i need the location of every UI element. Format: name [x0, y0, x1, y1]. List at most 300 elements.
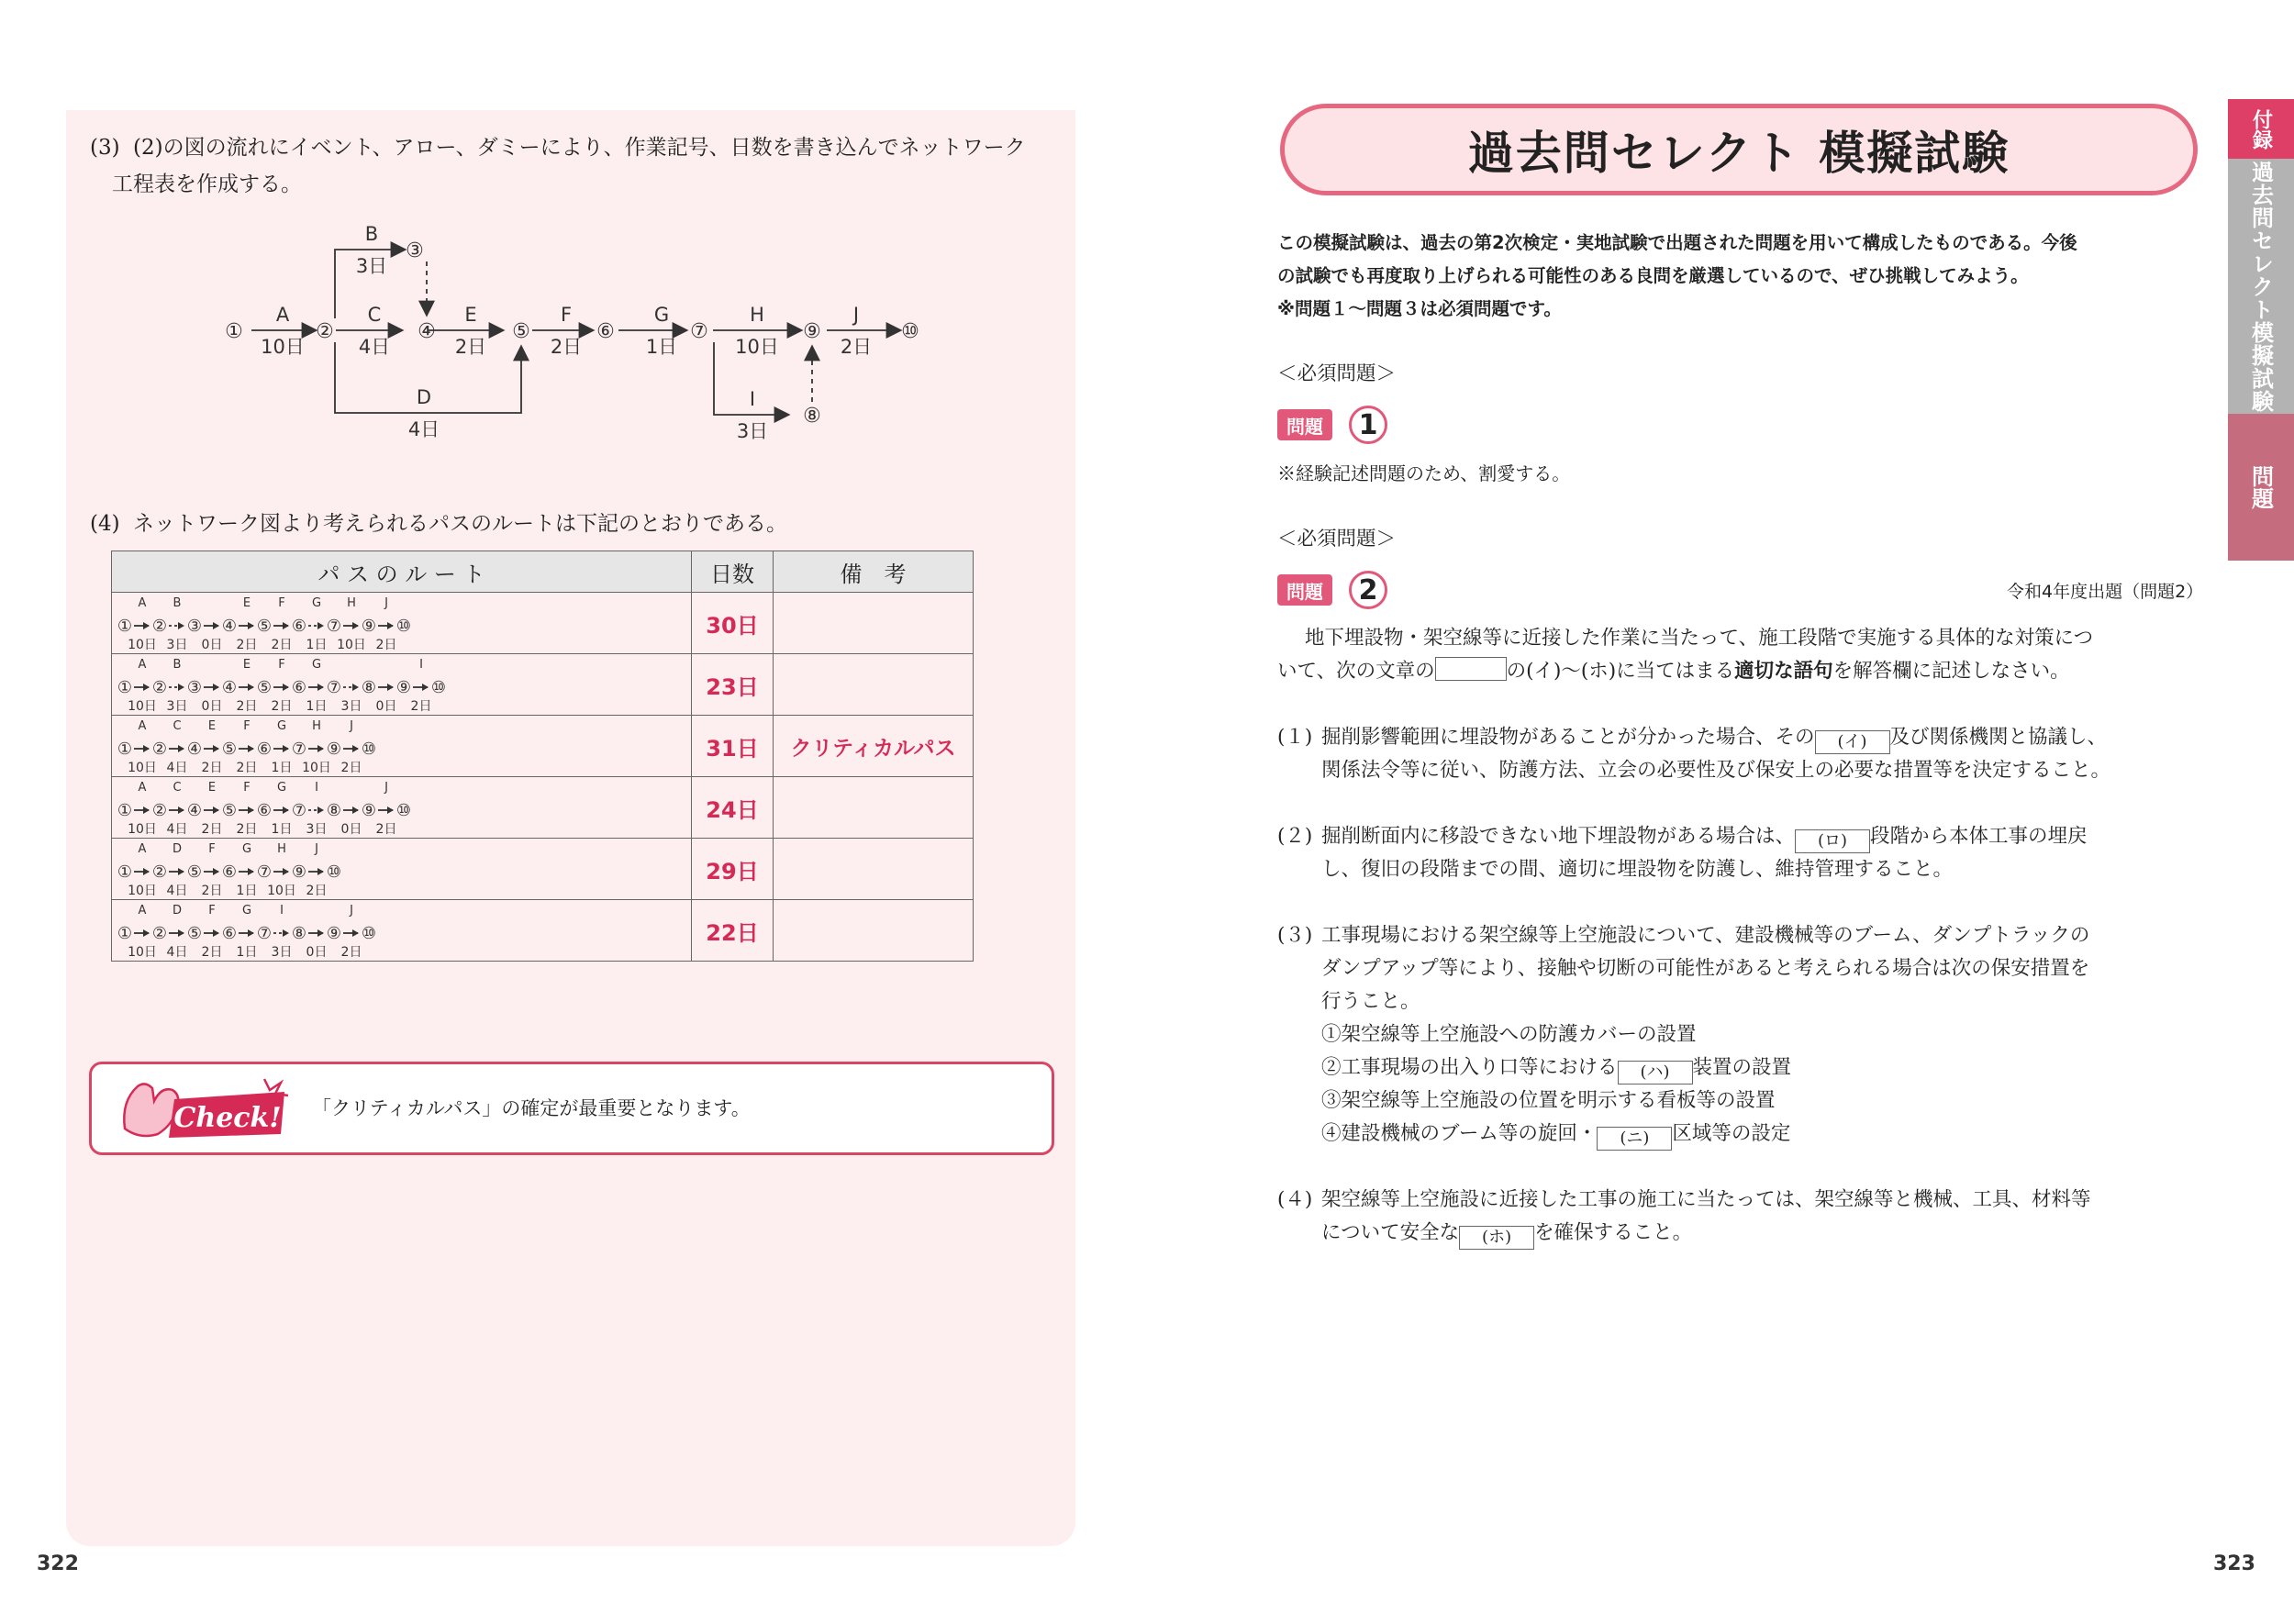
route-node: ③ — [186, 678, 203, 697]
route-node: ⑥ — [221, 924, 238, 943]
intro-line-1: この模擬試験は、過去の第2次検定・実地試験で出題された問題を用いて構成したものである。今後 — [1277, 232, 2077, 253]
activity-g-label: G — [653, 304, 670, 326]
lead-text-a: いて、次の文章の — [1277, 660, 1435, 683]
route-activity-label: J — [384, 781, 388, 795]
route-node: ② — [151, 740, 168, 759]
route-node: ⑩ — [430, 678, 447, 697]
route-node: ⑨ — [326, 924, 342, 943]
route-arrowhead — [143, 622, 150, 629]
route-cell — [112, 900, 692, 962]
activity-h-label: H — [750, 304, 764, 326]
route-activity-days: 2日 — [201, 822, 223, 837]
route-activity-label: F — [208, 842, 216, 856]
route-node: ⑦ — [326, 678, 342, 697]
intro-line-2: の試験でも再度取り上げられる可能性のある良問を厳選しているので、ぜひ挑戦してみよう。 — [1277, 265, 2029, 286]
note-cell — [774, 654, 974, 716]
item3-text-line1: (2)の図の流れにイベント、アロー、ダミーにより、作業記号、日数を書き込んでネットワーク — [133, 136, 1026, 160]
route-arrowhead — [352, 622, 359, 629]
route-activity-days: 10日 — [128, 945, 157, 960]
route-node: ① — [117, 740, 133, 759]
route-arrowhead — [283, 622, 289, 629]
route-arrowhead — [387, 622, 394, 629]
route-activity-label: B — [173, 596, 182, 610]
route-activity-label: J — [384, 596, 388, 610]
activity-c-label: C — [367, 304, 382, 326]
route-node: ⑥ — [291, 678, 307, 697]
activity-f-label: F — [560, 304, 573, 326]
route-graphic — [112, 840, 691, 898]
route-activity-label: G — [276, 719, 287, 733]
node-5: ⑤ — [512, 320, 530, 343]
route-activity-label: J — [315, 842, 318, 856]
activity-d-label: D — [416, 386, 432, 408]
route-activity-label: G — [311, 658, 322, 672]
route-activity-days: 10日 — [267, 884, 296, 898]
route-node: ⑤ — [221, 740, 238, 759]
route-activity-days: 3日 — [306, 822, 328, 837]
route-activity-label: J — [350, 904, 353, 918]
route-activity-days: 4日 — [166, 945, 188, 960]
q4-marker: (４) — [1277, 1188, 1313, 1211]
route-activity-days: 4日 — [166, 822, 188, 837]
route-activity-label: A — [138, 596, 147, 610]
pointing-hand-icon — [124, 1084, 178, 1136]
route-activity-days: 2日 — [306, 884, 328, 898]
route-activity-days: 2日 — [271, 638, 293, 652]
table-row — [112, 654, 974, 716]
route-node: ⑤ — [186, 862, 203, 882]
note-cell — [774, 777, 974, 839]
route-activity-days: 2日 — [201, 884, 223, 898]
node-9: ⑨ — [803, 320, 821, 343]
route-node: ⑥ — [291, 617, 307, 636]
route-node: ⑦ — [326, 617, 342, 636]
route-activity-days: 1日 — [271, 761, 293, 775]
route-cell — [112, 777, 692, 839]
activity-a-days: 10日 — [261, 336, 305, 358]
route-node: ⑨ — [291, 862, 307, 882]
route-arrowhead — [143, 745, 150, 752]
note-cell: クリティカルパス — [774, 716, 974, 777]
route-activity-days: 2日 — [340, 945, 362, 960]
route-graphic — [112, 594, 691, 652]
route-arrowhead — [178, 929, 184, 937]
route-node: ⑧ — [291, 924, 307, 943]
required-label-2: ＜必須問題＞ — [1277, 528, 1397, 551]
days-cell: 24日 — [692, 777, 774, 839]
route-node: ⑤ — [256, 678, 273, 697]
route-arrowhead — [213, 868, 219, 875]
q3-item-4 — [1321, 1118, 1790, 1151]
route-activity-label: A — [138, 842, 147, 856]
route-node: ⑥ — [256, 740, 273, 759]
route-arrowhead — [387, 684, 394, 691]
route-activity-label: H — [277, 842, 286, 856]
activity-j-label: J — [852, 304, 860, 326]
route-node: ⑦ — [256, 862, 273, 882]
q3-line-2: ダンプアップ等により、接触や切断の可能性があると考えられる場合は次の保安措置を — [1321, 957, 2090, 980]
route-arrowhead — [283, 929, 289, 937]
q4-line-2 — [1321, 1217, 1692, 1250]
q3-marker: (３) — [1277, 924, 1313, 947]
route-graphic — [112, 778, 691, 837]
check-text: 「クリティカルパス」の確定が最重要となります。 — [312, 1097, 751, 1119]
route-arrowhead — [283, 684, 289, 691]
route-node: ① — [117, 617, 133, 636]
route-activity-days: 10日 — [128, 822, 157, 837]
activity-j-days: 2日 — [840, 336, 873, 358]
days-cell: 31日 — [692, 716, 774, 777]
note-cell — [774, 900, 974, 962]
route-node: ⑩ — [395, 801, 412, 820]
route-activity-days: 3日 — [166, 638, 188, 652]
problem-tag-2: 問題 — [1277, 574, 1332, 606]
q4-blank: (ホ) — [1459, 1226, 1534, 1250]
route-arrowhead — [352, 745, 359, 752]
route-arrowhead — [317, 684, 324, 691]
activity-e-days: 2日 — [454, 336, 487, 358]
route-node: ⑩ — [361, 740, 377, 759]
route-activity-label: G — [311, 596, 322, 610]
q3-item-3: ③架空線等上空施設の位置を明示する看板等の設置 — [1321, 1089, 1776, 1112]
route-activity-label: G — [241, 842, 252, 856]
route-activity-days: 3日 — [340, 699, 362, 714]
route-graphic — [112, 717, 691, 775]
route-activity-label: B — [173, 658, 182, 672]
route-node: ③ — [186, 617, 203, 636]
q2-line-2: し、復旧の段階までの間、適切に埋設物を防護し、維持管理すること。 — [1321, 858, 1954, 881]
problem1-text: ※経験記述問題のため、割愛する。 — [1277, 462, 1571, 484]
route-activity-days: 2日 — [375, 638, 397, 652]
node-1: ① — [225, 320, 243, 343]
q3-item-2-text-b: 装置の設置 — [1692, 1056, 1792, 1079]
route-activity-label: I — [280, 904, 284, 918]
q3-line-3: 行うこと。 — [1321, 990, 1420, 1013]
tab-problem[interactable]: 問題 — [2228, 414, 2294, 561]
route-arrowhead — [317, 622, 324, 629]
route-activity-label: F — [208, 904, 216, 918]
route-node: ⑧ — [326, 801, 342, 820]
route-node: ⑦ — [256, 924, 273, 943]
route-activity-label: H — [347, 596, 356, 610]
lead-text-b: の(イ)～(ホ)に当てはまる — [1506, 660, 1735, 683]
route-arrowhead — [317, 868, 324, 875]
route-arrowhead — [213, 929, 219, 937]
route-activity-days: 0日 — [201, 638, 223, 652]
route-activity-days: 2日 — [271, 699, 293, 714]
route-activity-days: 1日 — [236, 884, 258, 898]
route-activity-days: 2日 — [236, 699, 258, 714]
route-arrowhead — [248, 622, 254, 629]
route-activity-days: 2日 — [236, 761, 258, 775]
route-activity-days: 10日 — [337, 638, 366, 652]
route-node: ① — [117, 678, 133, 697]
route-arrowhead — [422, 684, 429, 691]
route-activity-days: 2日 — [340, 761, 362, 775]
q2-marker: (２) — [1277, 825, 1313, 848]
q2-line-1 — [1321, 820, 2088, 853]
route-activity-days: 2日 — [201, 761, 223, 775]
q1-text-a: 掘削影響範囲に埋設物があることが分かった場合、その — [1321, 726, 1815, 749]
header-route: パ ス の ル ー ト — [112, 551, 692, 593]
table-row — [112, 593, 974, 654]
route-node: ⑨ — [326, 740, 342, 759]
route-arrowhead — [248, 868, 254, 875]
problem-number-2: 2 — [1349, 571, 1387, 609]
table-row — [112, 900, 974, 962]
route-activity-days: 10日 — [128, 884, 157, 898]
route-activity-label: G — [276, 781, 287, 795]
route-activity-label: F — [243, 781, 251, 795]
route-graphic — [112, 655, 691, 714]
days-cell: 23日 — [692, 654, 774, 716]
route-arrowhead — [178, 806, 184, 814]
network-diagram — [211, 216, 945, 454]
days-cell: 30日 — [692, 593, 774, 654]
q4-text-c: を確保すること。 — [1534, 1221, 1693, 1244]
table-row — [112, 716, 974, 777]
route-node: ④ — [221, 678, 238, 697]
node-4: ④ — [418, 320, 436, 343]
table-header-row — [112, 551, 974, 593]
route-cell — [112, 654, 692, 716]
q1-blank: (イ) — [1815, 730, 1890, 754]
route-node: ① — [117, 862, 133, 882]
q1-marker: (１) — [1277, 726, 1313, 749]
lead-line-1: 地下埋設物・架空線等に近接した作業に当たって、施工段階で実施する具体的な対策につ — [1305, 627, 2094, 650]
route-activity-days: 3日 — [271, 945, 293, 960]
required-label-1: ＜必須問題＞ — [1277, 362, 1397, 385]
route-arrowhead — [143, 684, 150, 691]
route-arrowhead — [317, 929, 324, 937]
route-activity-label: A — [138, 904, 147, 918]
route-activity-days: 1日 — [271, 822, 293, 837]
route-node: ④ — [186, 801, 203, 820]
page-number-right: 323 — [2213, 1552, 2255, 1575]
route-activity-label: F — [278, 596, 285, 610]
table-row — [112, 777, 974, 839]
node-6: ⑥ — [596, 320, 615, 343]
route-activity-days: 1日 — [236, 945, 258, 960]
route-activity-days: 2日 — [236, 638, 258, 652]
item3-text-line2: 工程表を作成する。 — [112, 172, 302, 196]
check-box — [89, 1062, 1054, 1155]
route-activity-label: E — [207, 719, 217, 733]
q4-text-b: について安全な — [1321, 1221, 1460, 1244]
route-arrowhead — [213, 745, 219, 752]
route-activity-days: 2日 — [410, 699, 432, 714]
q3-blank-ni: (ニ) — [1597, 1127, 1672, 1151]
route-activity-label: E — [207, 781, 217, 795]
route-activity-days: 2日 — [201, 945, 223, 960]
route-node: ② — [151, 678, 168, 697]
route-arrowhead — [248, 806, 254, 814]
q1-line-1 — [1321, 721, 2107, 754]
q3-item-2-text-a: ②工事現場の出入り口等における — [1321, 1056, 1618, 1079]
route-activity-days: 10日 — [128, 638, 157, 652]
route-activity-days: 1日 — [306, 699, 328, 714]
route-activity-days: 3日 — [166, 699, 188, 714]
item3-marker: (3) — [90, 136, 120, 160]
route-arrowhead — [248, 745, 254, 752]
route-activity-label: C — [173, 719, 182, 733]
route-activity-days: 0日 — [340, 822, 362, 837]
route-activity-label: H — [312, 719, 321, 733]
route-node: ⑩ — [361, 924, 377, 943]
item4-text: ネットワーク図より考えられるパスのルートは下記のとおりである。 — [133, 512, 787, 536]
route-arrowhead — [143, 929, 150, 937]
lead-text-d: を解答欄に記述しなさい。 — [1832, 660, 2070, 683]
route-arrowhead — [213, 684, 219, 691]
route-node: ⑨ — [361, 617, 377, 636]
route-arrowhead — [317, 806, 324, 814]
route-activity-days: 2日 — [236, 822, 258, 837]
route-activity-days: 0日 — [201, 699, 223, 714]
check-badge — [117, 1073, 292, 1143]
route-activity-label: I — [419, 658, 423, 672]
problem-tag-1: 問題 — [1277, 409, 1332, 440]
route-activity-label: F — [278, 658, 285, 672]
route-activity-label: J — [350, 719, 353, 733]
q2-blank: (ロ) — [1795, 829, 1870, 853]
note-cell — [774, 593, 974, 654]
page-number-left: 322 — [37, 1552, 79, 1575]
route-arrowhead — [283, 745, 289, 752]
route-node: ⑧ — [361, 678, 377, 697]
route-node: ⑨ — [395, 678, 412, 697]
route-activity-label: E — [242, 596, 251, 610]
item4-marker: (4) — [90, 512, 120, 536]
q1-text-b: 及び関係機関と協議し、 — [1889, 726, 2108, 749]
route-cell — [112, 593, 692, 654]
route-activity-label: I — [315, 781, 318, 795]
route-cell — [112, 839, 692, 900]
node-10: ⑩ — [901, 320, 919, 343]
table-row — [112, 839, 974, 900]
route-node: ⑤ — [186, 924, 203, 943]
route-activity-label: D — [172, 904, 183, 918]
path-table — [111, 551, 974, 962]
tab-mock-exam[interactable]: 過去問セレクト模擬試験 — [2228, 159, 2294, 414]
route-node: ② — [151, 862, 168, 882]
activity-a-label: A — [275, 304, 290, 326]
q3-item-2 — [1321, 1051, 1791, 1085]
route-arrowhead — [213, 622, 219, 629]
route-activity-days: 4日 — [166, 761, 188, 775]
route-activity-days: 2日 — [375, 822, 397, 837]
route-arrowhead — [283, 868, 289, 875]
route-activity-label: A — [138, 719, 147, 733]
header-days: 日数 — [692, 551, 774, 593]
route-node: ② — [151, 801, 168, 820]
route-node: ① — [117, 801, 133, 820]
q3-blank-ha: (ハ) — [1618, 1061, 1693, 1085]
route-node: ⑤ — [221, 801, 238, 820]
days-cell: 29日 — [692, 839, 774, 900]
route-node: ① — [117, 924, 133, 943]
lead-blank-box — [1435, 657, 1507, 681]
activity-c-days: 4日 — [358, 336, 391, 358]
q3-line-1: 工事現場における架空線等上空施設について、建設機械等のブーム、ダンプトラックの — [1321, 924, 2090, 947]
route-graphic — [112, 901, 691, 960]
route-node: ⑦ — [291, 740, 307, 759]
problem2-source: 令和4年度出題（問題2） — [2007, 582, 2204, 602]
route-activity-days: 0日 — [375, 699, 397, 714]
activity-f-days: 2日 — [550, 336, 583, 358]
q3-item-1: ①架空線等上空施設への防護カバーの設置 — [1321, 1023, 1697, 1046]
route-node: ④ — [221, 617, 238, 636]
activity-g-days: 1日 — [645, 336, 678, 358]
route-arrowhead — [317, 745, 324, 752]
route-activity-days: 4日 — [166, 884, 188, 898]
route-activity-label: C — [173, 781, 182, 795]
route-node: ⑨ — [361, 801, 377, 820]
route-activity-label: G — [241, 904, 252, 918]
lead-line-2 — [1277, 655, 2070, 688]
route-activity-days: 10日 — [128, 699, 157, 714]
intro-line-3: ※問題１～問題３は必須問題です。 — [1277, 298, 1562, 319]
activity-h-days: 10日 — [735, 336, 779, 358]
note-cell — [774, 839, 974, 900]
q4-line-1: 架空線等上空施設に近接した工事の施工に当たっては、架空線等と機械、工具、材料等 — [1321, 1188, 2091, 1211]
route-activity-label: A — [138, 781, 147, 795]
route-arrowhead — [178, 745, 184, 752]
header-note: 備 考 — [774, 551, 974, 593]
node-8: ⑧ — [803, 405, 821, 428]
activity-b-label: B — [364, 223, 379, 245]
q3-item-4-text-a: ④建設機械のブーム等の旋回・ — [1321, 1122, 1598, 1145]
route-node: ⑦ — [291, 801, 307, 820]
route-arrowhead — [178, 622, 184, 629]
route-arrowhead — [178, 868, 184, 875]
route-node: ⑩ — [326, 862, 342, 882]
route-node: ④ — [186, 740, 203, 759]
route-node: ⑩ — [395, 617, 412, 636]
route-arrowhead — [143, 806, 150, 814]
route-arrowhead — [387, 806, 394, 814]
node-3: ③ — [406, 239, 424, 262]
route-node: ② — [151, 924, 168, 943]
route-arrowhead — [248, 929, 254, 937]
route-activity-label: D — [172, 842, 183, 856]
q2-text-b: 段階から本体工事の埋戻 — [1870, 825, 2088, 848]
route-arrowhead — [248, 684, 254, 691]
days-cell: 22日 — [692, 900, 774, 962]
exam-title: 過去問セレクト 模擬試験 — [1467, 127, 2010, 180]
route-arrowhead — [352, 806, 359, 814]
exam-title-box — [1280, 104, 2198, 195]
route-activity-label: E — [242, 658, 251, 672]
node-7: ⑦ — [690, 320, 708, 343]
q2-text-a: 掘削断面内に移設できない地下埋設物がある場合は、 — [1321, 825, 1796, 848]
route-arrowhead — [143, 868, 150, 875]
route-arrowhead — [352, 684, 359, 691]
route-activity-days: 0日 — [306, 945, 328, 960]
problem-number-1: 1 — [1349, 406, 1387, 444]
route-node: ② — [151, 617, 168, 636]
route-node: ⑥ — [256, 801, 273, 820]
tab-appendix[interactable]: 付録 — [2228, 99, 2294, 159]
activity-d-days: 4日 — [407, 418, 440, 440]
route-arrowhead — [352, 929, 359, 937]
route-node: ⑥ — [221, 862, 238, 882]
check-badge-text: Check! — [173, 1102, 282, 1134]
route-arrowhead — [178, 684, 184, 691]
route-activity-label: F — [243, 719, 251, 733]
q1-line-2: 関係法令等に従い、防護方法、立会の必要性及び保安上の必要な措置等を決定すること。 — [1321, 759, 2111, 782]
route-activity-label: A — [138, 658, 147, 672]
route-arrowhead — [213, 806, 219, 814]
